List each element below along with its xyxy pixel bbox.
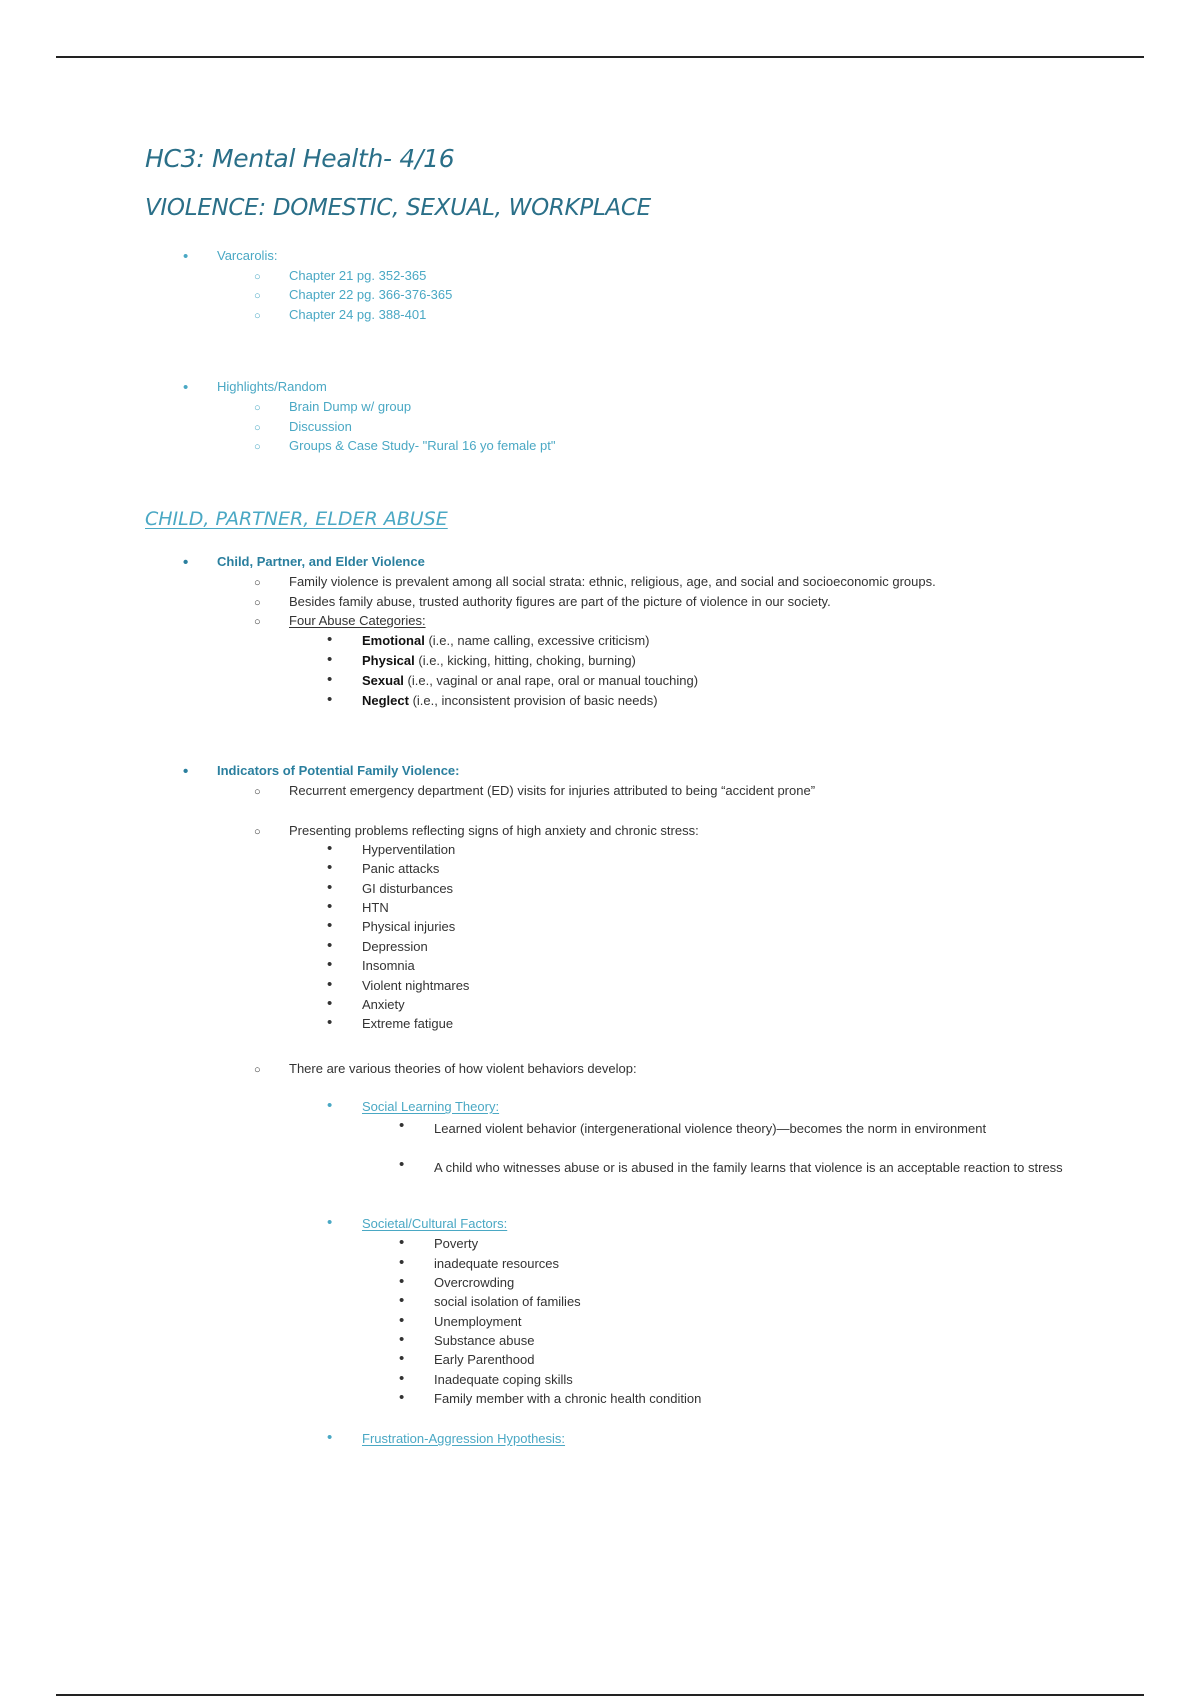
societal-label: Societal/Cultural Factors: [362, 1216, 508, 1231]
societal-point: social isolation of families [434, 1294, 581, 1309]
category-item [362, 673, 698, 689]
societal-point: Overcrowding [434, 1275, 515, 1290]
presenting-label: Presenting problems reflecting signs of high anxiety and chronic stress: [289, 823, 699, 838]
ed-visits-item: Recurrent emergency department (ED) visits for injuries attributed to being “accident prone” [289, 783, 816, 798]
highlight-item: Brain Dump w/ group [289, 399, 412, 414]
circle-bullet-icon: ○ [254, 402, 261, 414]
societal-point: Substance abuse [434, 1333, 535, 1348]
circle-bullet-icon: ○ [254, 271, 261, 283]
symptom-item: GI disturbances [362, 881, 454, 896]
bullet-icon: • [399, 1292, 405, 1309]
bullet-icon: • [327, 956, 333, 973]
bullet-icon: • [183, 763, 189, 780]
bullet-icon: • [327, 1214, 333, 1231]
bullet-icon: • [327, 859, 333, 876]
varcarolis-label: Varcarolis: [217, 248, 278, 263]
bullet-icon: • [327, 631, 333, 648]
symptom-item: Panic attacks [362, 861, 440, 876]
category-item [362, 633, 650, 649]
frustration-label: Frustration-Aggression Hypothesis: [362, 1431, 566, 1446]
bullet-icon: • [327, 976, 333, 993]
social-learning-point: A child who witnesses abuse or is abused in the family learns that violence is an acceptable reaction to stress [434, 1160, 1063, 1175]
highlight-item: Groups & Case Study- "Rural 16 yo female pt" [289, 438, 556, 453]
category-desc: (i.e., name calling, excessive criticism) [424, 633, 650, 648]
symptom-item: Depression [362, 939, 428, 954]
circle-bullet-icon: ○ [254, 1064, 261, 1076]
violence-label: Child, Partner, and Elder Violence [217, 554, 425, 569]
bullet-icon: • [327, 898, 333, 915]
chapter-item: Chapter 21 pg. 352-365 [289, 268, 427, 283]
bullet-icon: • [327, 995, 333, 1012]
bottom-rule [56, 1694, 1144, 1696]
top-rule [56, 56, 1144, 58]
circle-bullet-icon: ○ [254, 597, 261, 609]
bullet-icon: • [327, 1429, 333, 1446]
bullet-icon: • [399, 1273, 405, 1290]
circle-bullet-icon: ○ [254, 441, 261, 453]
societal-point: inadequate resources [434, 1256, 560, 1271]
indicators-label: Indicators of Potential Family Violence: [217, 763, 460, 778]
theories-label: There are various theories of how violent behaviors develop: [289, 1061, 637, 1076]
circle-bullet-icon: ○ [254, 290, 261, 302]
bullet-icon: • [327, 879, 333, 896]
bullet-icon: • [327, 651, 333, 668]
category-term: Physical [362, 653, 415, 668]
category-desc: (i.e., inconsistent provision of basic needs) [408, 693, 658, 708]
societal-point: Inadequate coping skills [434, 1372, 573, 1387]
bullet-icon: • [399, 1234, 405, 1251]
bullet-icon: • [399, 1312, 405, 1329]
categories-label: Four Abuse Categories: [289, 613, 426, 628]
chapter-item: Chapter 24 pg. 388-401 [289, 307, 427, 322]
circle-bullet-icon: ○ [254, 616, 261, 628]
bullet-icon: • [327, 691, 333, 708]
symptom-item: Violent nightmares [362, 978, 470, 993]
bullet-icon: • [399, 1117, 405, 1134]
bullet-icon: • [399, 1156, 405, 1173]
bullet-icon: • [183, 554, 189, 571]
symptom-item: Anxiety [362, 997, 405, 1012]
bullet-icon: • [399, 1254, 405, 1271]
symptom-item: Extreme fatigue [362, 1016, 454, 1031]
section-heading: CHILD, PARTNER, ELDER ABUSE [145, 508, 448, 530]
bullet-icon: • [399, 1331, 405, 1348]
circle-bullet-icon: ○ [254, 826, 261, 838]
bullet-icon: • [327, 840, 333, 857]
bullet-icon: • [399, 1350, 405, 1367]
abuse-point: Besides family abuse, trusted authority figures are part of the picture of violence in our society. [289, 594, 831, 609]
symptom-item: Hyperventilation [362, 842, 456, 857]
chapter-item: Chapter 22 pg. 366-376-365 [289, 287, 453, 302]
bullet-icon: • [183, 379, 189, 396]
category-term: Emotional [362, 633, 425, 648]
symptom-item: Physical injuries [362, 919, 456, 934]
bullet-icon: • [327, 917, 333, 934]
societal-point: Early Parenthood [434, 1352, 535, 1367]
highlight-item: Discussion [289, 419, 352, 434]
bullet-icon: • [183, 248, 189, 265]
social-learning-label: Social Learning Theory: [362, 1099, 500, 1114]
symptom-item: HTN [362, 900, 389, 915]
category-item [362, 693, 658, 709]
societal-point: Unemployment [434, 1314, 522, 1329]
bullet-icon: • [399, 1370, 405, 1387]
page-subtitle: VIOLENCE: DOMESTIC, SEXUAL, WORKPLACE [145, 195, 651, 221]
bullet-icon: • [327, 937, 333, 954]
circle-bullet-icon: ○ [254, 422, 261, 434]
circle-bullet-icon: ○ [254, 786, 261, 798]
bullet-icon: • [327, 1014, 333, 1031]
category-desc: (i.e., kicking, hitting, choking, burning) [414, 653, 636, 668]
bullet-icon: • [327, 671, 333, 688]
category-desc: (i.e., vaginal or anal rape, oral or manual touching) [403, 673, 699, 688]
highlights-label: Highlights/Random [217, 379, 327, 394]
social-learning-point: Learned violent behavior (intergenerational violence theory)—becomes the norm in environment [434, 1121, 987, 1136]
bullet-icon: • [327, 1097, 333, 1114]
category-term: Neglect [362, 693, 409, 708]
societal-point: Poverty [434, 1236, 479, 1251]
circle-bullet-icon: ○ [254, 310, 261, 322]
category-item [362, 653, 636, 669]
societal-point: Family member with a chronic health condition [434, 1391, 702, 1406]
symptom-item: Insomnia [362, 958, 415, 973]
abuse-point: Family violence is prevalent among all social strata: ethnic, religious, age, and social and socioeconomic groups. [289, 574, 936, 589]
page-title: HC3: Mental Health- 4/16 [145, 144, 455, 173]
category-term: Sexual [362, 673, 404, 688]
bullet-icon: • [399, 1389, 405, 1406]
circle-bullet-icon: ○ [254, 577, 261, 589]
